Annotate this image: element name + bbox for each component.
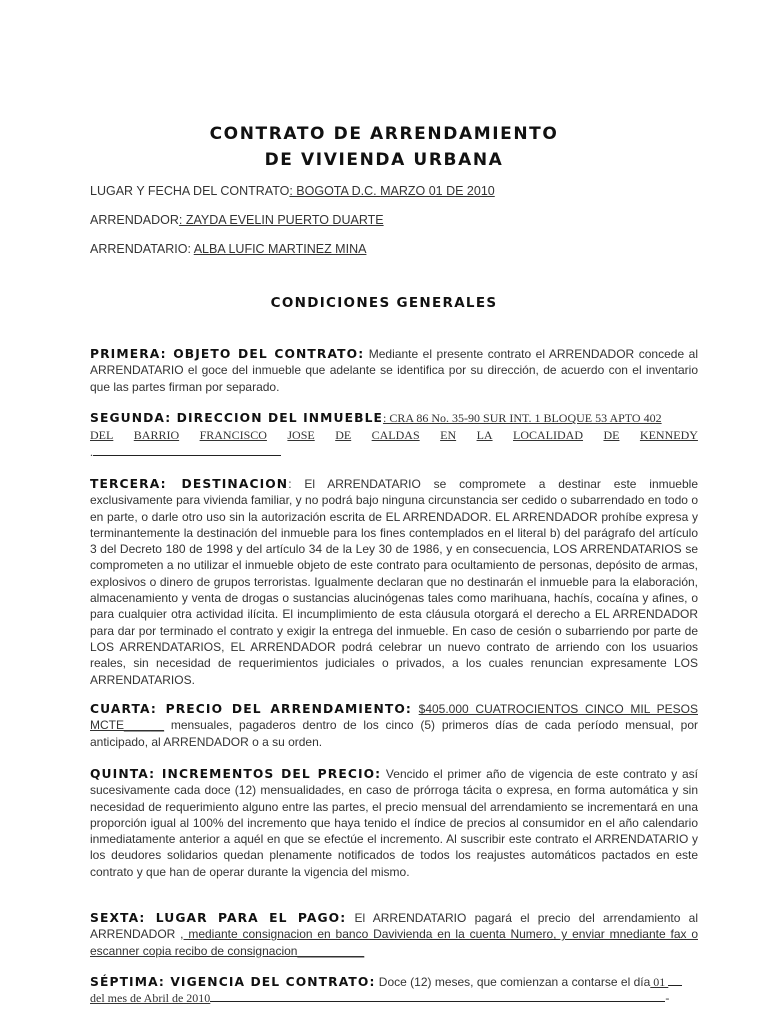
- start-day: 01: [650, 975, 669, 989]
- address-word: DE: [335, 428, 352, 443]
- address-word: EN: [440, 428, 457, 443]
- clause-text: mensuales, pagaderos dentro de los cinco (5) primeros días de cada período mensual, por anticipado, al ARRENDADOR o a su orden.: [90, 718, 698, 749]
- blank-line: [210, 991, 665, 1002]
- clause-tercera: [90, 476, 698, 688]
- document-title-line-1: CONTRATO DE ARRENDAMIENTO: [209, 124, 559, 144]
- clause-heading: TERCERA: DESTINACION: [90, 477, 289, 491]
- section-heading: CONDICIONES GENERALES: [270, 295, 498, 311]
- clause-heading: CUARTA: PRECIO DEL ARRENDAMIENTO:: [90, 702, 412, 716]
- clause-segunda: [90, 410, 698, 460]
- contract-tenant: [90, 242, 366, 256]
- clause-text: Doce (12) meses, que comienzan a contarse el día: [375, 975, 651, 989]
- address-word: FRANCISCO: [199, 428, 267, 443]
- clause-heading: SEXTA: LUGAR PARA EL PAGO:: [90, 911, 347, 925]
- clause-primera: [90, 346, 698, 395]
- clause-heading: SÉPTIMA: VIGENCIA DEL CONTRATO:: [90, 975, 376, 989]
- address-word: JOSE: [287, 428, 315, 443]
- address-line-1: : CRA 86 No. 35-90 SUR INT. 1 BLOQUE 53 APTO 402: [383, 411, 662, 425]
- contract-landlord: [90, 213, 384, 227]
- rent-amount: $405.000 CUATROCIENTOS CINCO MIL PESOS MCTE______: [90, 702, 698, 733]
- contract-place-date: [90, 184, 495, 198]
- clause-text: El ARRENDATARIO pagará el precio del arrendamiento al ARRENDADOR ,: [90, 911, 698, 942]
- clause-text: : El ARRENDATARIO se compromete a destinar este inmueble exclusivamente para vivienda familiar, y no podrá bajo ninguna circunstancia ser cedido o subarrendado en todo o en parte, o darle otro uso sin la autorización escrita de EL ARRENDADOR. EL ARRENDADOR prohíbe expresa y terminantemente la destinación del inmueble para los fines contemplados en el literal b) del parágrafo del artículo 3 del Decreto 180 de 1998 y del artículo 34 de la Ley 30 de 1986, y en consecuencia, LOS ARRENDATARIOS se comprometen a no utilizar el inmueble objeto de este contrato para ocultamiento de personas, depósito de armas, explosivos o dinero de grupos terroristas. Igualmente declaran que no destinarán el inmueble para la elaboración, almacenamiento y venta de drogas o sustancias alucinógenas tales como marihuana, hachís, cocaína y afines, o para cualquier otra actividad ilícita. El incumplimiento de esta cláusula otorgará el derecho a EL ARRENDADOR para dar por terminado el contrato y exigir la entrega del inmueble. En caso de cesión o subarriendo por parte de LOS ARRENDATARIOS, EL ARRENDADOR podrá celebrar un nuevo contrato de arriendo con los usuarios reales, sin necesidad de requerimientos judiciales o privados, a los cuales renuncian expresamente LOS ARRENDATARIOS.: [90, 477, 698, 687]
- start-month-year: del mes de Abril de 2010: [90, 991, 211, 1006]
- payment-method: mediante consignacion en banco Davivienda en la cuenta Numero, y enviar mnediante fax o escanner copia recibo de consignacion__________: [90, 927, 698, 958]
- landlord-label: ARRENDADOR: [90, 213, 179, 227]
- clause-septima: [90, 974, 698, 1007]
- tenant-label: ARRENDATARIO:: [90, 242, 194, 256]
- address-word: CALDAS: [371, 428, 420, 443]
- address-word: LOCALIDAD: [513, 428, 584, 443]
- address-word: KENNEDY: [639, 428, 698, 443]
- clause-heading: PRIMERA: OBJETO DEL CONTRATO:: [90, 347, 365, 361]
- clause-heading: QUINTA: INCREMENTOS DEL PRECIO:: [90, 767, 382, 781]
- address-word: LA: [476, 428, 493, 443]
- tenant-value: ALBA LUFIC MARTINEZ MINA: [193, 242, 367, 256]
- address-word: DE: [603, 428, 620, 443]
- clause-heading: SEGUNDA: DIRECCION DEL INMUEBLE: [90, 411, 384, 425]
- line-end-dash: -: [665, 991, 670, 1006]
- address-line-2: [90, 427, 698, 443]
- clause-quinta: [90, 766, 698, 880]
- address-line-3: [90, 444, 698, 460]
- clause-text: Mediante el presente contrato el ARRENDADOR concede al ARRENDATARIO el goce del inmueble que adelante se identifica por su dirección, de acuerdo con el inventario que las partes firman por separado.: [90, 347, 698, 394]
- document-title-line-2: DE VIVIENDA URBANA: [264, 150, 504, 170]
- landlord-value: : ZAYDA EVELIN PUERTO DUARTE: [178, 213, 384, 227]
- blank-line: [668, 975, 682, 986]
- clause-sexta: [90, 910, 698, 959]
- address-word: DEL: [90, 428, 114, 443]
- blank-line: [93, 445, 281, 456]
- address-line-3-dot: .: [90, 444, 93, 459]
- clause-text: Vencido el primer año de vigencia de este contrato y así sucesivamente cada doce (12) mensualidades, en caso de prórroga tácita o expresa, en forma automática y sin necesidad de requerimiento alguno entre las partes, el precio mensual del arrendamiento se incrementará en una proporción igual al 100% del incremento que haya tenido el índice de precios al consumidor en el año calendario inmediatamente anterior a aquél en que se efectúe el incremento. Al suscribir este contrato el ARRENDATARIO y los deudores solidarios quedan plenamente notificados de todos los reajustes automáticos pactados en este contrato y que han de operar durante la vigencia del mismo.: [90, 767, 698, 879]
- place-date-label: LUGAR Y FECHA DEL CONTRATO: [90, 184, 290, 198]
- place-date-value: : BOGOTA D.C. MARZO 01 DE 2010: [289, 184, 495, 198]
- address-word: BARRIO: [133, 428, 180, 443]
- clause-cuarta: [90, 701, 698, 750]
